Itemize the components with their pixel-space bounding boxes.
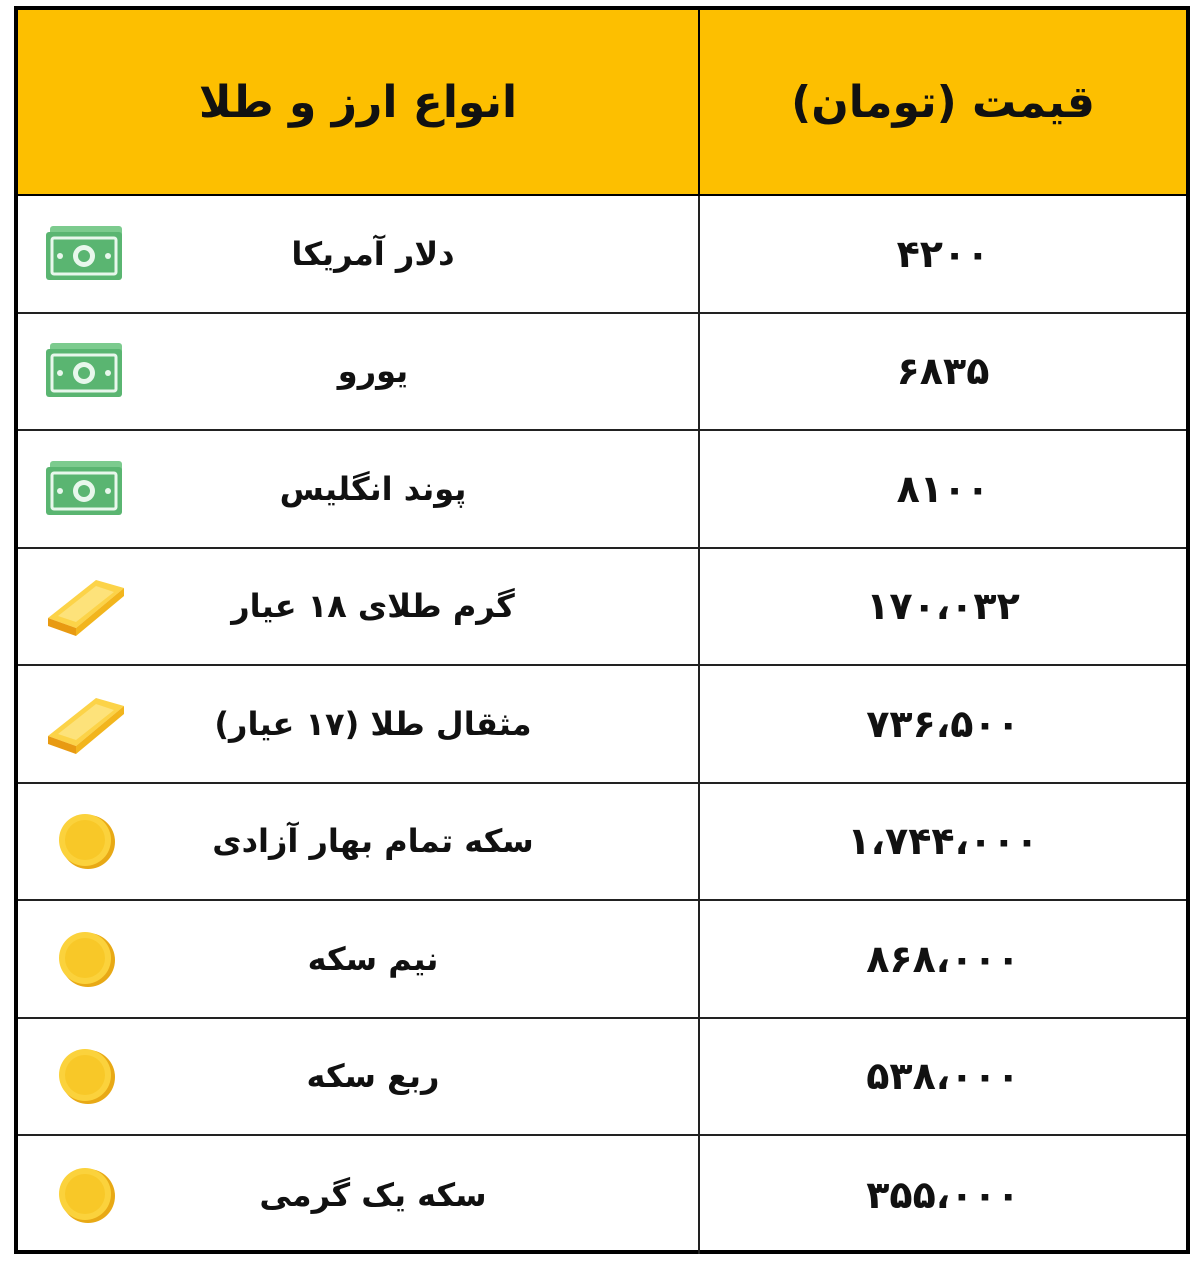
header-price-cell — [700, 10, 1186, 194]
table-row — [18, 196, 1186, 314]
price-cell — [700, 1019, 1186, 1135]
price-cell — [700, 196, 1186, 312]
item-name: دلار آمریکا — [291, 234, 455, 273]
banknote-icon — [44, 222, 128, 286]
price-cell — [700, 784, 1186, 900]
price-table — [14, 6, 1190, 1254]
item-cell — [18, 784, 700, 900]
item-name: ربع سکه — [306, 1057, 440, 1096]
price-cell — [700, 666, 1186, 782]
item-price: ۸۶۸،۰۰۰ — [866, 936, 1020, 981]
price-cell — [700, 431, 1186, 547]
table-body — [18, 196, 1186, 1254]
table-row — [18, 1019, 1186, 1137]
item-cell — [18, 901, 700, 1017]
item-cell — [18, 549, 700, 665]
item-name: سکه تمام بهار آزادی — [212, 822, 534, 861]
item-price: ۳۵۵،۰۰۰ — [866, 1172, 1020, 1217]
banknote-icon — [44, 339, 128, 403]
table-row — [18, 314, 1186, 432]
gold-bar-icon — [44, 574, 128, 638]
item-price: ۶۸۳۵ — [896, 349, 990, 394]
item-price: ۱،۷۴۴،۰۰۰ — [847, 819, 1039, 864]
gold-coin-icon — [44, 1163, 128, 1227]
item-price: ۱۷۰،۰۳۲ — [866, 584, 1020, 629]
table-row — [18, 549, 1186, 667]
gold-coin-icon — [44, 927, 128, 991]
item-cell — [18, 314, 700, 430]
item-cell — [18, 1136, 700, 1254]
header-item-label: انواع ارز و طلا — [198, 76, 518, 128]
table-row — [18, 431, 1186, 549]
price-cell — [700, 549, 1186, 665]
table-header — [18, 10, 1186, 196]
item-name: نیم سکه — [307, 939, 439, 978]
gold-coin-icon — [44, 809, 128, 873]
price-cell — [700, 1136, 1186, 1254]
item-name: مثقال طلا (۱۷ عیار) — [214, 704, 532, 743]
item-name: پوند انگلیس — [279, 469, 467, 508]
item-cell — [18, 666, 700, 782]
item-name: گرم طلای ۱۸ عیار — [231, 587, 515, 626]
item-price: ۵۳۸،۰۰۰ — [866, 1054, 1020, 1099]
price-cell — [700, 314, 1186, 430]
table-row — [18, 784, 1186, 902]
table-row — [18, 666, 1186, 784]
item-cell — [18, 1019, 700, 1135]
header-price-label: قیمت (تومان) — [791, 76, 1095, 128]
item-name: سکه یک گرمی — [259, 1175, 487, 1214]
header-item-cell — [18, 10, 700, 194]
item-cell — [18, 431, 700, 547]
item-price: ۸۱۰۰ — [896, 466, 990, 511]
gold-bar-icon — [44, 692, 128, 756]
banknote-icon — [44, 457, 128, 521]
item-name: یورو — [337, 352, 409, 391]
table-row — [18, 901, 1186, 1019]
price-cell — [700, 901, 1186, 1017]
item-price: ۷۳۶،۵۰۰ — [866, 701, 1020, 746]
item-cell — [18, 196, 700, 312]
table-row — [18, 1136, 1186, 1254]
item-price: ۴۲۰۰ — [896, 231, 990, 276]
gold-coin-icon — [44, 1044, 128, 1108]
